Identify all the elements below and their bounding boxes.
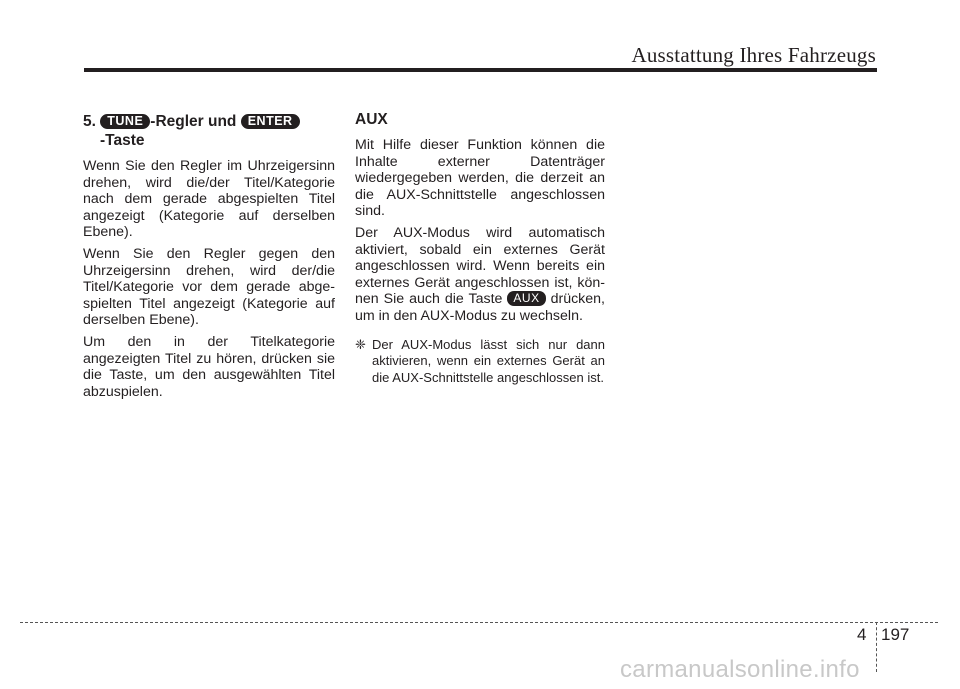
- aux-p2-before: Der AUX-Modus wird automatisch aktiviert, sobald ein externes Gerät angeschlossen wird. Wenn bereits ein externes Gerät angeschlossen ist, kön-nen Sie auch die Taste: [355, 224, 605, 308]
- left-column: [83, 112, 335, 405]
- heading-mid-text: -Regler und: [150, 113, 237, 130]
- aux-heading: AUX: [355, 111, 388, 128]
- aux-paragraph-1: Mit Hilfe dieser Funktion können die Inhalte externer Datenträger wiedergegeben werden, die derzeit an die AUX-Schnittstelle angeschlossen sind.: [355, 137, 605, 220]
- header-rule: [84, 68, 877, 72]
- page-number-divider: [876, 622, 877, 672]
- page-header-title: Ausstattung Ihres Fahrzeugs: [631, 43, 876, 67]
- right-column: [355, 112, 605, 386]
- paragraph-counterclockwise: Wenn Sie den Regler gegen den Uhrzeigersinn drehen, wird der/die Titel/Kategorie vor dem gerade abge-spielten Titel angezeigt (Kategorie auf derselben Ebene).: [83, 245, 335, 329]
- paragraph-play-title: Um den in der Titelkategorie angezeigten Titel zu hören, drücken sie die Taste, um den ausgewählten Titel abzuspielen.: [83, 333, 335, 400]
- chapter-number: 4: [857, 625, 867, 644]
- aux-p2-after: drücken, um in den AUX-Modus zu wechseln.: [355, 291, 605, 324]
- heading-end-text: -Taste: [100, 132, 145, 149]
- page-number: 197: [881, 625, 910, 644]
- watermark: carmanualsonline.info: [620, 656, 860, 683]
- tune-button-label: TUNE: [100, 114, 150, 129]
- aux-note: [355, 337, 605, 387]
- note-mark-icon: ❈: [355, 336, 366, 352]
- footer-rule: [20, 622, 938, 623]
- section-5-heading: [83, 112, 335, 150]
- section-number: 5.: [83, 113, 96, 130]
- aux-button-label: AUX: [507, 291, 545, 306]
- aux-paragraph-2: [355, 225, 605, 325]
- enter-button-label: ENTER: [241, 114, 300, 129]
- aux-note-text: Der AUX-Modus lässt sich nur dann aktivieren, wenn ein externes Gerät an die AUX-Schnittstelle angeschlossen ist.: [372, 336, 605, 385]
- paragraph-clockwise: Wenn Sie den Regler im Uhrzeigersinn drehen, wird die/der Titel/Kategorie nach dem gerade abgespielten Titel angezeigt (Kategorie auf derselben Ebene).: [83, 158, 335, 241]
